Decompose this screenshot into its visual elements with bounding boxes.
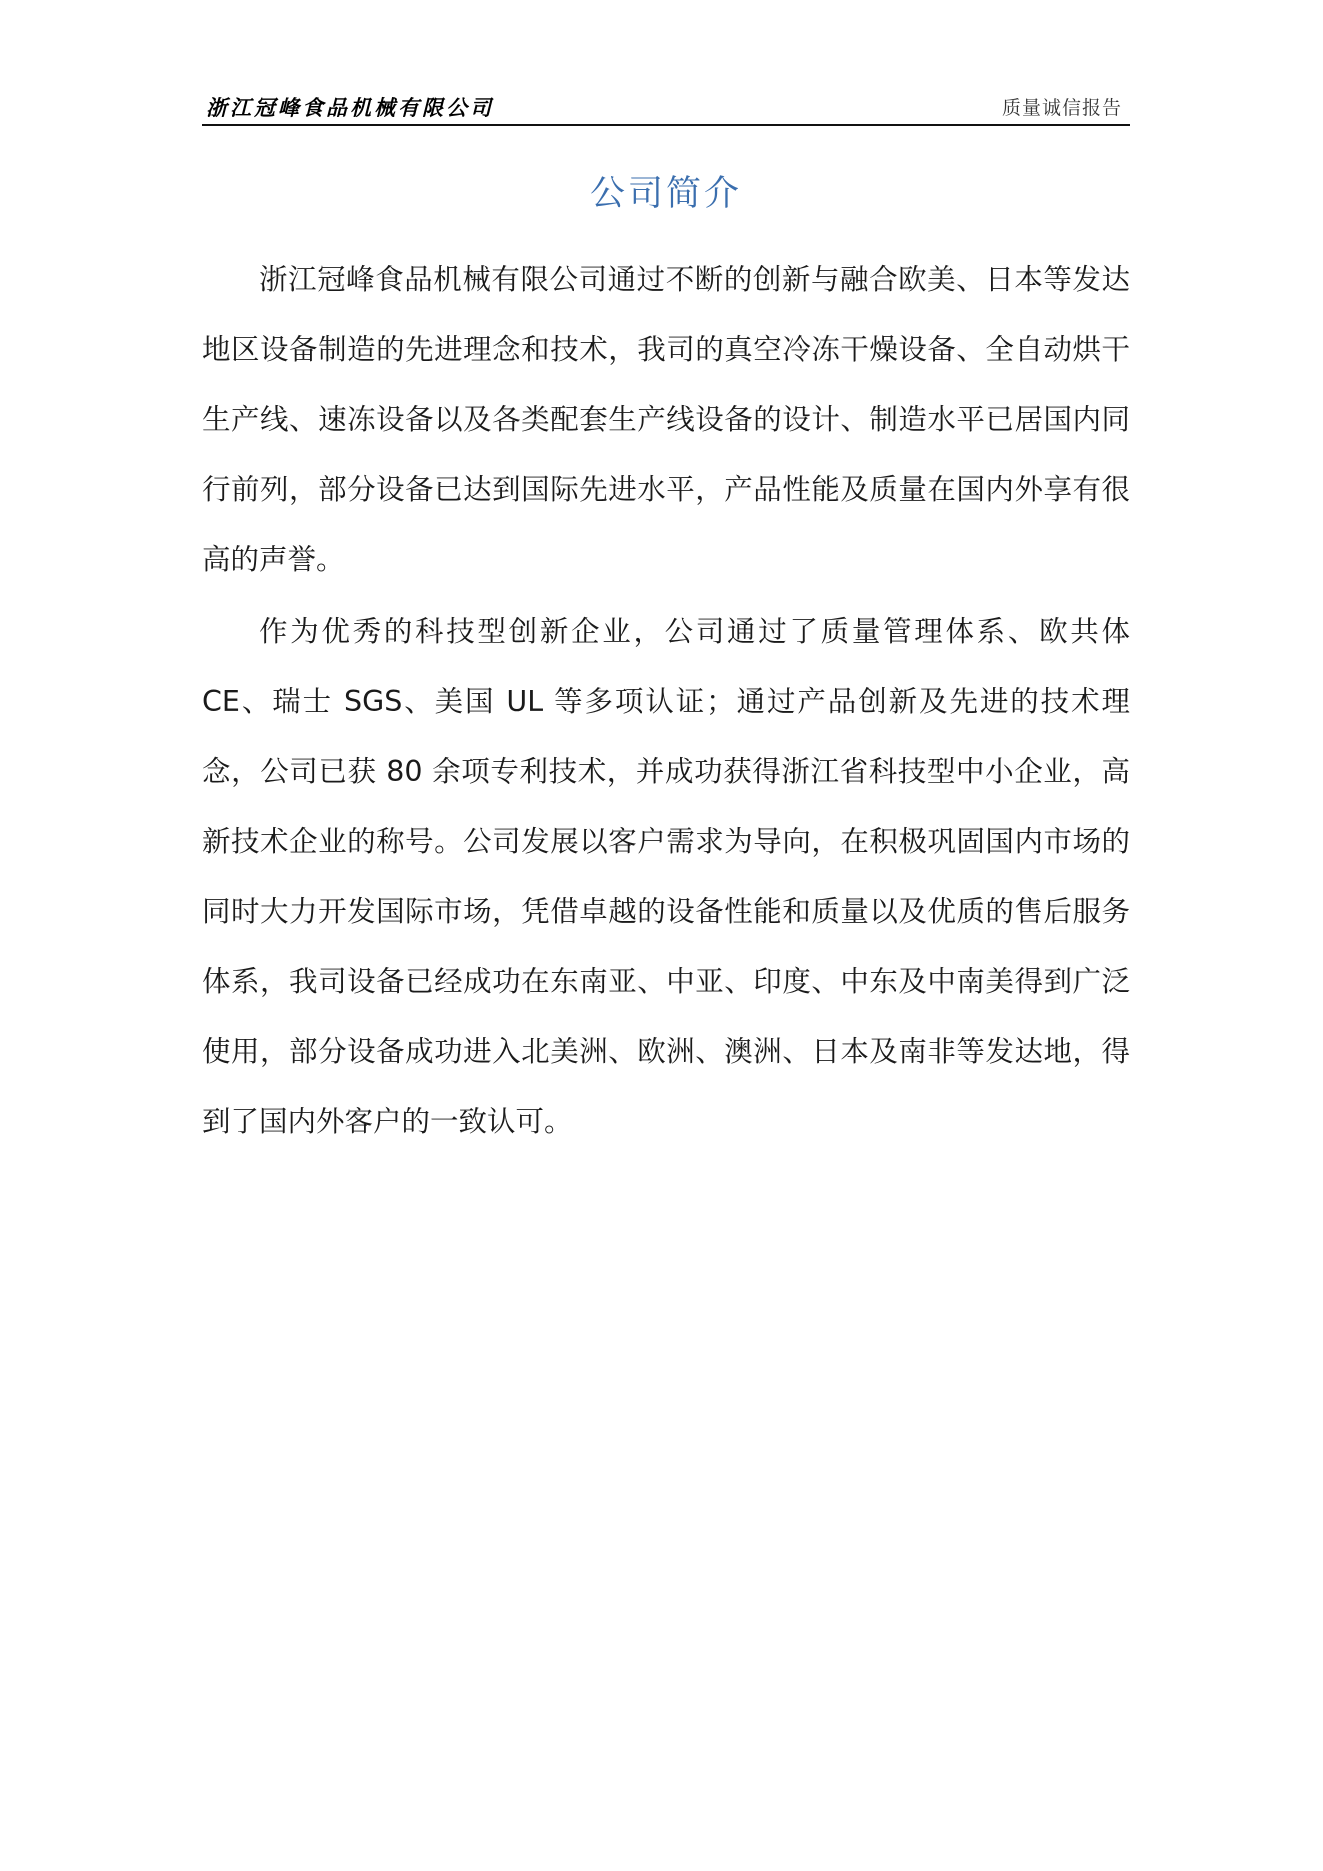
page-title: 公司简介 bbox=[589, 174, 742, 214]
paragraph-certifications: 作为优秀的科技型创新企业，公司通过了质量管理体系、欧共体 CE、瑞士 SGS、美国 UL 等多项认证；通过产品创新及先进的技术理念，公司已获 80 余项专利技术，并成功获得浙江省科技型中小企业，高新技术企业的称号。公司发展以客户需求为导向，在积极巩固国内市场的同时大力开发国际市场，凭借卓越的设备性能和质量以及优质的售后服务体系，我司设备已经成功在东南亚、中亚、印度、中东及中南美得到广泛使用，部分设备成功进入北美洲、欧洲、澳洲、日本及南非等发达地，得到了国内外客户的一致认可。 bbox=[202, 615, 1130, 1138]
header-company-name: 浙江冠峰食品机械有限公司 bbox=[206, 95, 494, 120]
body-text bbox=[202, 245, 1130, 1157]
header-report-title: 质量诚信报告 bbox=[1001, 97, 1122, 119]
page-header bbox=[202, 92, 1130, 126]
paragraph-intro: 浙江冠峰食品机械有限公司通过不断的创新与融合欧美、日本等发达地区设备制造的先进理念和技术，我司的真空冷冻干燥设备、全自动烘干生产线、速冻设备以及各类配套生产线设备的设计、制造水平已居国内同行前列，部分设备已达到国际先进水平，产品性能及质量在国内外享有很高的声誉。 bbox=[202, 263, 1130, 576]
